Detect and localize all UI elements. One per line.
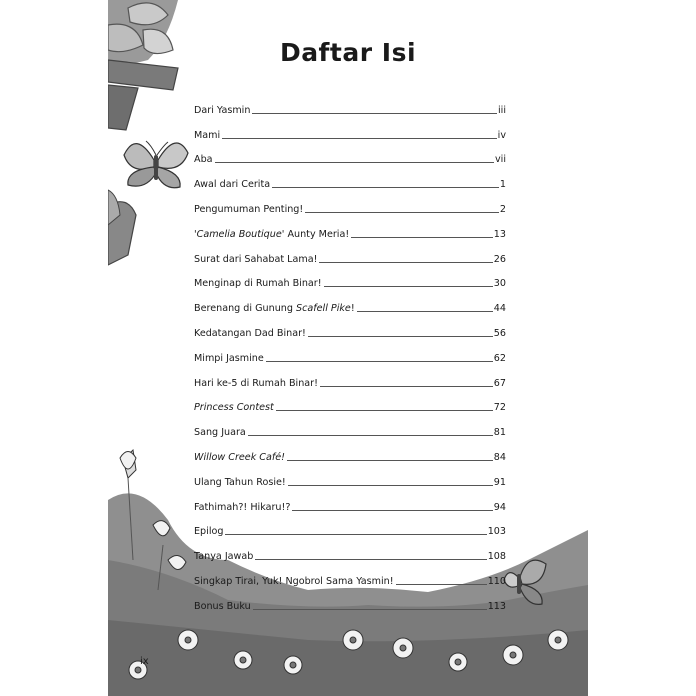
leader-line (320, 385, 493, 387)
leader-line (292, 509, 492, 511)
butterfly-illustration (124, 141, 188, 188)
leader-line (276, 409, 493, 411)
book-page (108, 0, 588, 696)
leader-line (225, 533, 486, 535)
toc-entry-page: 62 (493, 352, 506, 364)
toc-entry-page: 30 (493, 278, 506, 290)
toc-entry (194, 489, 506, 514)
toc-entry-page: 113 (487, 600, 506, 612)
leader-line (351, 236, 493, 238)
toc-entry (194, 588, 506, 613)
leader-line (215, 161, 494, 163)
leader-line (357, 310, 493, 312)
toc-entry-label: Aba (194, 154, 213, 166)
leader-line (266, 360, 493, 362)
toc-entry-label: Princess Contest (194, 402, 274, 414)
leader-line (222, 137, 496, 139)
leader-line (308, 335, 493, 337)
toc-entry-label: Menginap di Rumah Binar! (194, 278, 322, 290)
toc-entry-page: 110 (487, 575, 506, 587)
toc-entry-page: 108 (487, 551, 506, 563)
toc-entry (194, 290, 506, 315)
toc-entry (194, 92, 506, 117)
toc-entry-page: iv (497, 129, 506, 141)
toc-entry-label: Awal dari Cerita (194, 179, 271, 191)
toc-entry (194, 514, 506, 539)
toc-entry-label: Singkap Tirai, Yuk! Ngobrol Sama Yasmin! (194, 575, 394, 587)
page-number: ix (140, 656, 149, 667)
toc-entry-label: Dari Yasmin (194, 104, 251, 116)
toc-entry-label: Willow Creek Café! (194, 451, 286, 463)
toc-entry (194, 538, 506, 563)
toc-entry-label: Surat dari Sahabat Lama! (194, 253, 318, 265)
toc-entry-page: vii (494, 154, 506, 166)
toc-entry-page: 103 (487, 526, 506, 538)
toc-entry-page: 26 (493, 253, 506, 265)
toc-entry (194, 414, 506, 439)
toc-entry-label: Epilog (194, 526, 224, 538)
toc-entry (194, 241, 506, 266)
toc-entry-label: Pengumuman Penting! (194, 203, 304, 215)
toc-entry-label: Mami (194, 129, 221, 141)
toc-entry-page: 67 (493, 377, 506, 389)
toc-entry-label: Bonus Buku (194, 600, 251, 612)
toc-entry (194, 340, 506, 365)
toc-entry-page: 81 (493, 427, 506, 439)
leader-line (288, 484, 493, 486)
leader-line (253, 608, 487, 610)
toc-entry-label: Berenang di Gunung Scafell Pike! (194, 303, 355, 315)
toc-entry (194, 365, 506, 390)
table-of-contents (194, 92, 506, 613)
leader-line (319, 261, 492, 263)
toc-entry (194, 266, 506, 291)
toc-entry-page: 56 (493, 327, 506, 339)
toc-entry-page: 72 (493, 402, 506, 414)
toc-entry (194, 464, 506, 489)
toc-entry (194, 439, 506, 464)
toc-entry (194, 117, 506, 142)
leader-line (396, 583, 487, 585)
leader-line (255, 558, 486, 560)
toc-entry (194, 216, 506, 241)
page-title: Daftar Isi (279, 38, 417, 67)
toc-entry-page: 84 (493, 451, 506, 463)
toc-entry-page: 13 (493, 228, 506, 240)
toc-entry-label: Hari ke-5 di Rumah Binar! (194, 377, 318, 389)
toc-entry-page: 2 (499, 203, 506, 215)
toc-entry (194, 563, 506, 588)
leader-line (305, 211, 499, 213)
toc-entry (194, 315, 506, 340)
toc-entry-label: Tanya Jawab (194, 551, 254, 563)
toc-entry (194, 191, 506, 216)
toc-entry (194, 166, 506, 191)
leader-line (287, 459, 493, 461)
leader-line (272, 186, 499, 188)
toc-entry-page: 44 (493, 303, 506, 315)
toc-entry (194, 390, 506, 415)
leader-line (324, 285, 493, 287)
toc-entry-page: 91 (493, 476, 506, 488)
leader-line (248, 434, 493, 436)
toc-entry-label: Kedatangan Dad Binar! (194, 327, 306, 339)
toc-entry-page: iii (498, 104, 506, 116)
toc-entry-page: 94 (493, 501, 506, 513)
toc-entry-label: 'Camelia Boutique' Aunty Meria! (194, 228, 350, 240)
toc-entry-label: Sang Juara (194, 427, 246, 439)
toc-entry (194, 142, 506, 167)
toc-entry-page: 1 (499, 179, 506, 191)
toc-entry-label: Fathimah?! Hikaru!? (194, 501, 291, 513)
toc-entry-label: Ulang Tahun Rosie! (194, 476, 286, 488)
toc-entry-label: Mimpi Jasmine (194, 352, 264, 364)
leader-line (252, 112, 497, 114)
